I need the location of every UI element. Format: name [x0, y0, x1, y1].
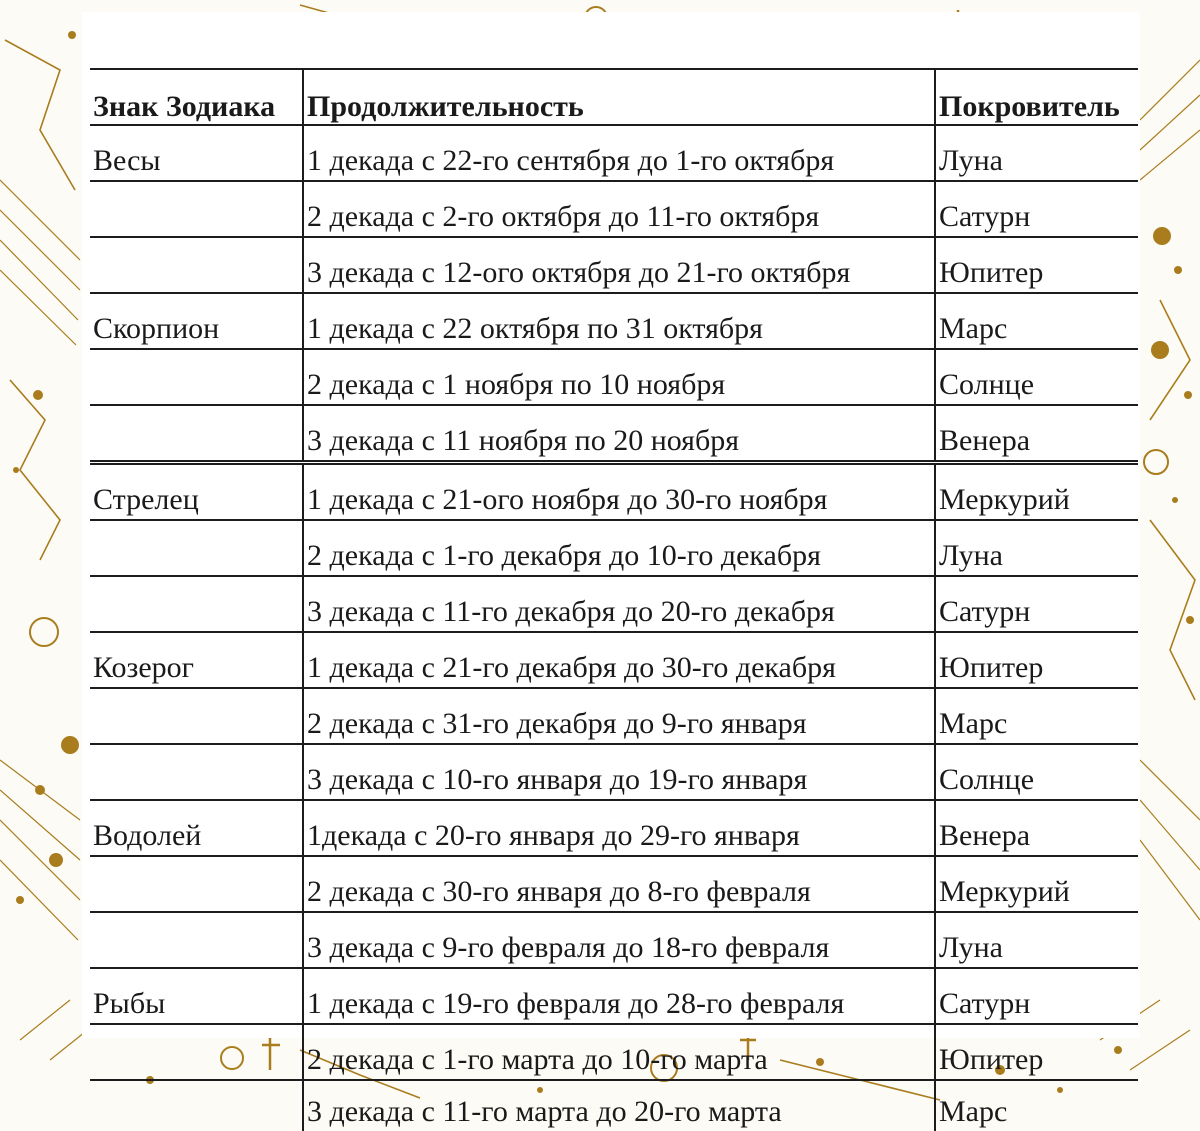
cell-patron: Венера [935, 405, 1138, 463]
cell-sign [90, 744, 303, 800]
cell-duration: 2 декада с 1 ноября по 10 ноября [303, 349, 935, 405]
cell-duration: 3 декада с 11-го марта до 20-го марта [303, 1080, 935, 1131]
table-row [90, 520, 1138, 576]
cell-duration: 2 декада с 31-го декабря до 9-го января [303, 688, 935, 744]
cell-duration: 3 декада с 9-го февраля до 18-го февраля [303, 912, 935, 968]
cell-patron: Марс [935, 293, 1138, 349]
cell-sign [90, 912, 303, 968]
cell-patron: Юпитер [935, 632, 1138, 688]
cell-patron: Луна [935, 912, 1138, 968]
zodiac-decans-table [90, 68, 1138, 1131]
table-row [90, 237, 1138, 293]
cell-sign [90, 1080, 303, 1131]
cell-patron: Сатурн [935, 968, 1138, 1024]
table-row [90, 293, 1138, 349]
table-row [90, 181, 1138, 237]
table-row [90, 968, 1138, 1024]
cell-patron: Сатурн [935, 181, 1138, 237]
cell-patron: Луна [935, 125, 1138, 181]
cell-sign [90, 520, 303, 576]
cell-duration: 1 декада с 21-ого ноября до 30-го ноября [303, 463, 935, 521]
cell-sign [90, 856, 303, 912]
cell-patron: Марс [939, 1095, 1008, 1128]
table-row [90, 1080, 1138, 1131]
cell-sign [90, 1024, 303, 1080]
cell-sign [90, 688, 303, 744]
cell-sign: Весы [90, 125, 303, 181]
header-duration: Продолжительность [303, 69, 935, 125]
cell-patron: Луна [935, 520, 1138, 576]
table-row [90, 125, 1138, 181]
cell-patron: Солнце [935, 349, 1138, 405]
cell-duration: 1 декада с 22-го сентября до 1-го октября [303, 125, 935, 181]
cell-sign: Козерог [90, 632, 303, 688]
cell-duration: 1 декада с 21-го декабря до 30-го декабря [303, 632, 935, 688]
cell-sign [90, 349, 303, 405]
table-row [90, 688, 1138, 744]
cell-duration: 1декада с 20-го января до 29-го января [303, 800, 935, 856]
cell-duration: 2 декада с 30-го января до 8-го февраля [303, 856, 935, 912]
cell-duration: 2 декада с 1-го марта до 10-го марта [303, 1024, 935, 1080]
cell-sign: Стрелец [90, 463, 303, 521]
cell-duration: 1 декада с 22 октября по 31 октября [303, 293, 935, 349]
table-row [90, 800, 1138, 856]
cell-sign: Скорпион [90, 293, 303, 349]
table-row [90, 1024, 1138, 1080]
cell-patron: Солнце [935, 744, 1138, 800]
cell-sign [90, 181, 303, 237]
cell-duration: 3 декада с 12-ого октября до 21-го октября [303, 237, 935, 293]
table-row [90, 912, 1138, 968]
cell-sign [90, 405, 303, 463]
cell-patron: Юпитер [935, 1024, 1138, 1080]
table-row [90, 632, 1138, 688]
table-header-row [90, 69, 1138, 125]
cell-patron: Меркурий [935, 463, 1138, 521]
cell-patron: Сатурн [935, 576, 1138, 632]
cell-patron: Марс [935, 688, 1138, 744]
cell-duration: 3 декада с 11-го декабря до 20-го декабря [303, 576, 935, 632]
header-patron: Покровитель [935, 69, 1138, 125]
cell-duration: 3 декада с 11 ноября по 20 ноября [303, 405, 935, 463]
cell-patron: Венера [935, 800, 1138, 856]
cell-duration: 3 декада с 10-го января до 19-го января [303, 744, 935, 800]
cell-sign [90, 237, 303, 293]
table-row [90, 744, 1138, 800]
cell-sign [90, 576, 303, 632]
cell-duration: 1 декада с 19-го февраля до 28-го февраля [303, 968, 935, 1024]
cell-duration: 2 декада с 2-го октября до 11-го октября [303, 181, 935, 237]
header-sign: Знак Зодиака [90, 69, 303, 125]
table-row [90, 856, 1138, 912]
cell-patron: Меркурий [935, 856, 1138, 912]
cell-sign: Рыбы [90, 968, 303, 1024]
table-body [90, 125, 1138, 1131]
table-row [90, 349, 1138, 405]
cell-patron: Юпитер [935, 237, 1138, 293]
cell-sign: Водолей [90, 800, 303, 856]
table-row [90, 576, 1138, 632]
table-row [90, 463, 1138, 521]
table-row [90, 405, 1138, 463]
cell-duration: 2 декада с 1-го декабря до 10-го декабря [303, 520, 935, 576]
